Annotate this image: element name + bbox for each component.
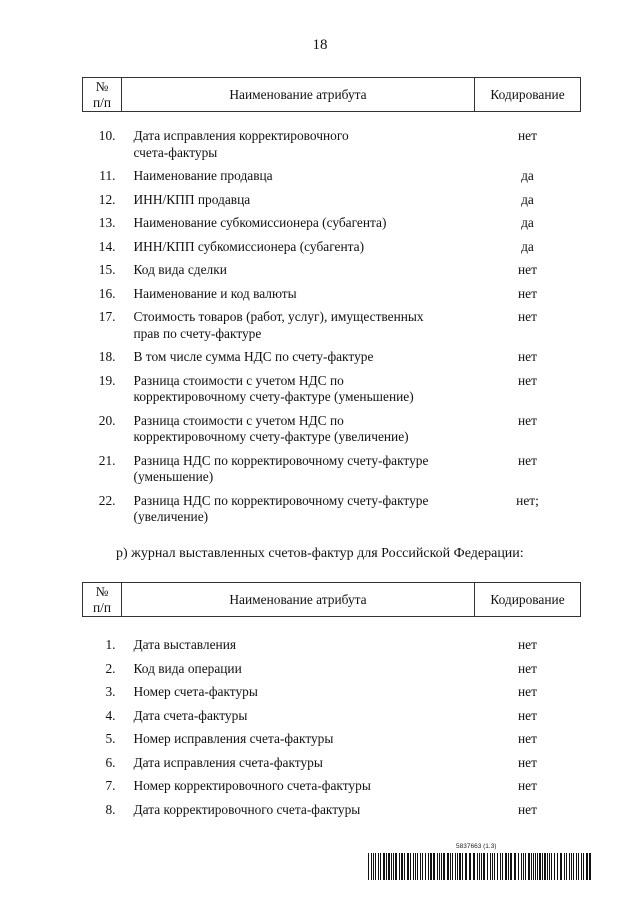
row-number: 16. — [98, 285, 116, 301]
table-row — [83, 161, 581, 185]
row-number: 21. — [98, 452, 116, 468]
attribute-name: В том числе сумма НДС по счету-фактуре — [133, 349, 374, 364]
attribute-name: Разница НДС по корректировочному счету-фактуре (увеличение) — [133, 492, 429, 524]
table-row — [83, 232, 581, 256]
row-number: 13. — [98, 215, 116, 230]
row-number: 20. — [98, 412, 116, 428]
header-coding: Кодирование — [475, 78, 581, 112]
attribute-name: Номер корректировочного счета-фактуры — [133, 778, 371, 793]
attribute-name: ИНН/КПП продавца — [133, 191, 251, 207]
row-number: 18. — [98, 349, 116, 364]
coding-value: нет — [518, 262, 537, 277]
table-row — [83, 771, 581, 795]
attribute-name: Разница НДС по корректировочному счету-фактуре (уменьшение) — [133, 452, 429, 484]
table-row — [83, 795, 581, 819]
coding-value: нет — [518, 309, 537, 324]
attributes-table-2 — [82, 582, 581, 818]
row-number: 11. — [99, 168, 116, 183]
coding-value: нет; — [516, 492, 539, 508]
row-number: 8. — [105, 801, 116, 817]
section-title: р) журнал выставленных счетов-фактур для Российской Федерации: — [116, 546, 524, 561]
row-number: 7. — [105, 778, 116, 793]
attribute-name: Разница стоимости с учетом НДС по корректировочному счету-фактуре (уменьшение) — [133, 372, 414, 404]
row-number: 15. — [98, 262, 116, 277]
coding-value: нет — [518, 285, 537, 301]
table-row — [83, 255, 581, 279]
attribute-name: Номер исправления счета-фактуры — [133, 731, 334, 746]
table-row — [83, 112, 581, 162]
row-number: 22. — [98, 492, 116, 508]
table-row — [83, 208, 581, 232]
attribute-name: Дата корректировочного счета-фактуры — [133, 801, 361, 817]
coding-value: нет — [518, 684, 537, 699]
coding-value: нет — [518, 660, 537, 676]
header-coding: Кодирование — [475, 583, 581, 617]
coding-value: да — [521, 238, 534, 254]
table-row — [83, 724, 581, 748]
row-number: 3. — [105, 684, 116, 699]
table-row — [83, 701, 581, 725]
row-number: 5. — [105, 731, 116, 746]
attribute-name: Номер счета-фактуры — [133, 684, 258, 699]
coding-value: нет — [518, 731, 537, 746]
coding-value: да — [521, 191, 534, 207]
coding-value: нет — [518, 801, 537, 817]
coding-value: да — [521, 215, 534, 230]
attribute-name: Код вида операции — [133, 660, 242, 676]
header-attribute-name: Наименование атрибута — [122, 583, 475, 617]
attribute-name: Наименование субкомиссионера (субагента) — [133, 215, 387, 230]
table-row — [83, 302, 581, 342]
coding-value: нет — [518, 452, 537, 468]
table-row — [83, 342, 581, 366]
page-number: 18 — [312, 37, 328, 53]
coding-value: нет — [518, 707, 537, 723]
row-number: 12. — [98, 191, 116, 207]
table-row — [83, 486, 581, 526]
attribute-name: Дата исправления счета-фактуры — [133, 754, 323, 770]
row-number: 2. — [105, 660, 116, 676]
table-row — [83, 446, 581, 486]
attribute-name: Стоимость товаров (работ, услуг), имущественных прав по счету-фактуре — [133, 309, 424, 341]
barcode-image — [368, 853, 592, 880]
row-number: 6. — [105, 754, 116, 770]
row-number: 19. — [98, 372, 116, 388]
table-row — [83, 279, 581, 303]
coding-value: нет — [518, 349, 537, 364]
coding-value: нет — [518, 754, 537, 770]
coding-value: нет — [518, 778, 537, 793]
table-row — [83, 406, 581, 446]
attribute-name: Дата счета-фактуры — [133, 707, 248, 723]
row-number: 10. — [98, 128, 116, 143]
attribute-name: Наименование и код валюты — [133, 285, 297, 301]
row-number: 17. — [98, 309, 116, 324]
table-row — [83, 748, 581, 772]
coding-value: нет — [518, 637, 537, 652]
table-row — [83, 654, 581, 678]
header-attribute-name: Наименование атрибута — [122, 78, 475, 112]
attribute-name: ИНН/КПП субкомиссионера (субагента) — [133, 238, 365, 254]
barcode-area — [368, 843, 592, 881]
attribute-name: Код вида сделки — [133, 262, 227, 277]
attribute-name: Разница стоимости с учетом НДС по корректировочному счету-фактуре (увеличение) — [133, 412, 409, 444]
row-number: 14. — [98, 238, 116, 254]
table-header-row — [83, 583, 581, 617]
coding-value: нет — [518, 412, 537, 428]
coding-value: нет — [518, 128, 537, 143]
table-row — [83, 366, 581, 406]
table-row — [83, 677, 581, 701]
attribute-name: Наименование продавца — [133, 168, 273, 183]
table-row — [83, 617, 581, 654]
header-number: № п/п — [83, 583, 122, 617]
attribute-name: Дата исправления корректировочного счета-фактуры — [133, 128, 349, 160]
table-row — [83, 185, 581, 209]
header-number: № п/п — [83, 78, 122, 112]
attribute-name: Дата выставления — [133, 637, 237, 652]
coding-value: да — [521, 168, 534, 183]
barcode-caption: 5837663 (1.3) — [456, 843, 497, 850]
table-header-row — [83, 78, 581, 112]
row-number: 1. — [105, 637, 116, 652]
coding-value: нет — [518, 372, 537, 388]
attributes-table-1 — [82, 77, 581, 526]
row-number: 4. — [105, 707, 116, 723]
